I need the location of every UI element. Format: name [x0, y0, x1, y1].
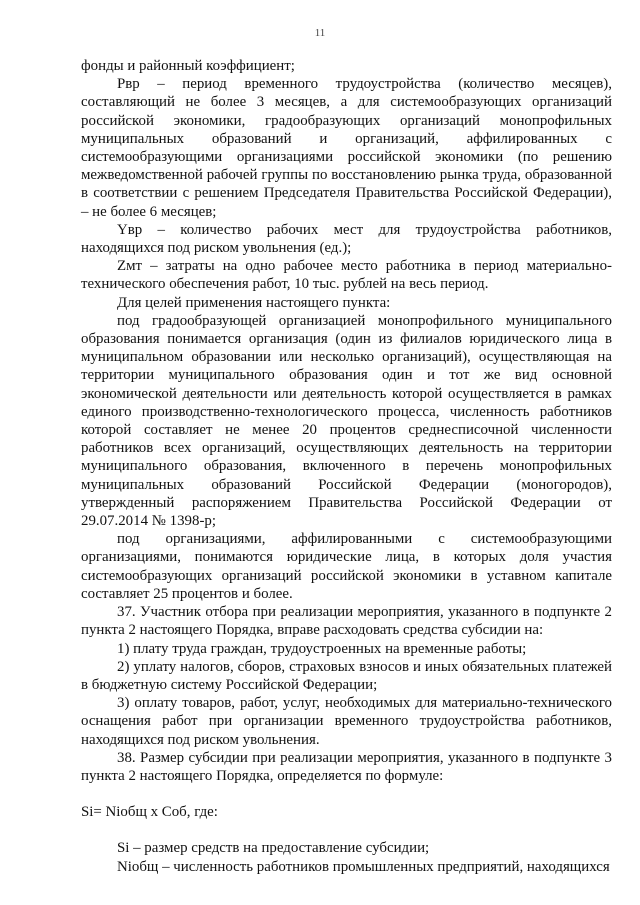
- paragraph: Для целей применения настоящего пункта:: [117, 294, 391, 311]
- list-item: 1) плату труда граждан, трудоустроенных на временные работы;: [117, 640, 527, 657]
- paragraph: Yвр – количество рабочих мест для трудоустройства работников, находящихся под риском увольнения (ед.);: [81, 221, 612, 257]
- page-number: 11: [314, 27, 326, 39]
- list-item: 3) оплату товаров, работ, услуг, необходимых для материально-технического оснащения работ при организации временного трудоустройства работников, находящихся под риском увольнения.: [81, 695, 612, 748]
- paragraph: 38. Размер субсидии при реализации мероприятия, указанного в подпункте 3 пункта 2 настоящего Порядка, определяется по формуле:: [81, 749, 612, 784]
- paragraph: Zмт – затраты на одно рабочее место работника в период материально-технического обеспечения работ, 10 тыс. рублей на весь период.: [81, 258, 612, 293]
- list-item: 2) уплату налогов, сборов, страховых взносов и иных обязательных платежей в бюджетную систему Российской Федерации;: [81, 658, 612, 693]
- paragraph: Рвр – период временного трудоустройства (количество месяцев), составляющий не более 3 месяцев, а для системообразующих организаций российской экономики, градообразующих организаций монопрофильных муниципальных образований и организаций, аффилированных с системообразующими организациями российской экономики (по решению межведомственной рабочей группы по восстановлению рынка труда, образованной в соответствии с решением Председателя Правительства Российской Федерации), – не более 6 месяцев;: [81, 76, 612, 220]
- document-body: [81, 57, 612, 876]
- paragraph: Si – размер средств на предоставление субсидии;: [117, 840, 430, 857]
- paragraph: Nioбщ – численность работников промышленных предприятий, находящихся: [117, 858, 610, 875]
- paragraph: под градообразующей организацией монопрофильного муниципального образования понимается организация (один из филиалов юридического лица в муниципальном образовании или несколько организаций), осуществляющая на территории муниципального образования один и тот же вид основной экономической деятельности или деятельность которой осуществляется в рамках единого производственно-технологического процесса, численность работников которой составляет не менее 20 процентов среднесписочной численности работников всех организаций, осуществляющих деятельность на территории муниципального образования, включенного в перечень монопрофильных муниципальных образований Российской Федерации (моногородов), утвержденный распоряжением Правительства Российской Федерации от 29.07.2014 № 1398-р;: [81, 312, 612, 530]
- paragraph: 37. Участник отбора при реализации мероприятия, указанного в подпункте 2 пункта 2 настоящего Порядка, вправе расходовать средства субсидии на:: [81, 604, 612, 639]
- paragraph: фонды и районный коэффициент;: [81, 58, 295, 74]
- paragraph: под организациями, аффилированными с системообразующими организациями, понимаются юридические лица, в которых доля участия системообразующих организаций российской экономики в уставном капитале составляет 25 процентов и более.: [81, 531, 612, 602]
- formula: Si= Nioбщ x Соб, где:: [81, 804, 218, 821]
